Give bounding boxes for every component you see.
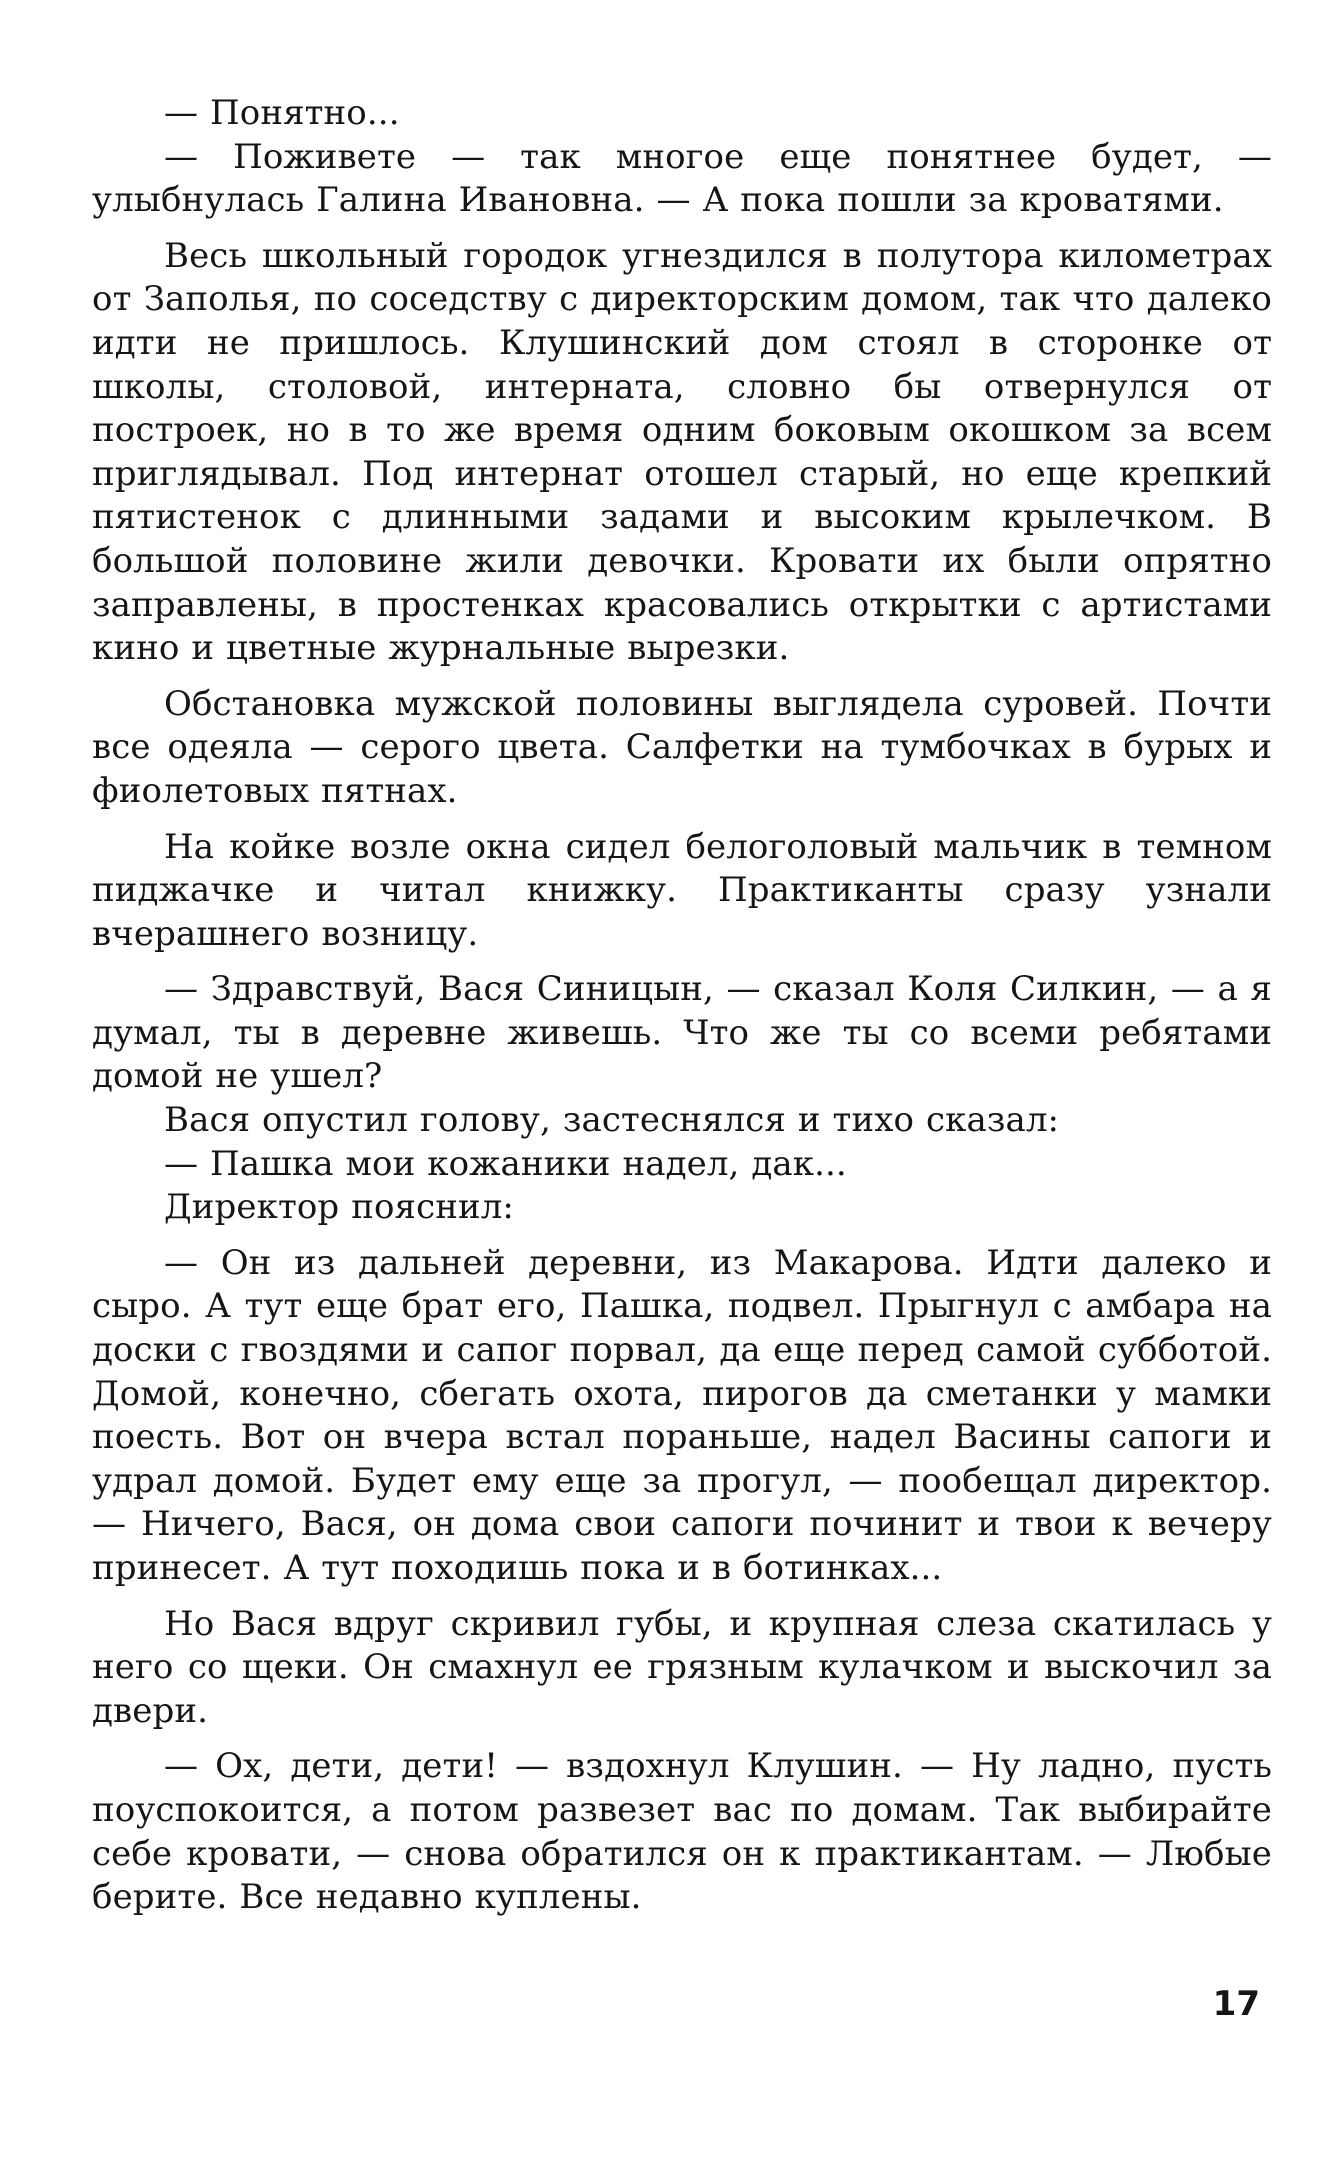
paragraph-9: Директор пояснил: bbox=[164, 1187, 514, 1228]
paragraph-8: — Пашка мои кожаники надел, дак... bbox=[164, 1143, 847, 1184]
paragraph-1: — Понятно... bbox=[164, 93, 400, 133]
paragraph-10: — Он из дальней деревни, из Макарова. Идти далеко и сыро. А тут еще брат его, Пашка, подвел. Прыгнул с амбара на доски с гвоздями и сапог порвал, да еще перед самой субботой. Домой, конечно, сбегать охота, пирогов да сметанки у мамки поесть. Вот он вчера встал пораньше, надел Васины сапоги и удрал домой. Будет ему еще за прогул, — пообещал директор. — Ничего, Вася, он дома свои сапоги починит и твои к вечеру принесет. А тут походишь пока и в ботинках... bbox=[92, 1242, 1272, 1588]
paragraph-6: — Здравствуй, Вася Синицын, — сказал Коля Силкин, — а я думал, ты в деревне живешь. Что же ты со всеми ребятами домой не ушел? bbox=[92, 969, 1272, 1097]
book-page bbox=[92, 92, 1272, 2042]
page-number: 17 bbox=[1212, 1984, 1260, 2024]
paragraph-4: Обстановка мужской половины выглядела суровей. Почти все одеяла — серого цвета. Салфетки на тумбочках в бурых и фиолетовых пятнах. bbox=[92, 683, 1272, 811]
paragraph-11: Но Вася вдруг скривил губы, и крупная слеза скатилась у него со щеки. Он смахнул ее грязным кулачком и выскочил за двери. bbox=[92, 1603, 1272, 1731]
paragraph-3: Весь школьный городок угнездился в полутора километрах от Заполья, по соседству с директорским домом, так что далеко идти не пришлось. Клушинский дом стоял в сторонке от школы, столовой, интерната, словно бы отвернулся от построек, но в то же время одним боковым окошком за всем приглядывал. Под интернат отошел старый, но еще крепкий пятистенок с длинными задами и высоким крылечком. В большой половине жили девочки. Кровати их были опрятно заправлены, в простенках красовались открытки с артистами кино и цветные журнальные вырезки. bbox=[92, 235, 1272, 669]
paragraph-5: На койке возле окна сидел белоголовый мальчик в темном пиджачке и читал книжку. Практиканты сразу узнали вчерашнего возницу. bbox=[92, 826, 1272, 954]
paragraph-7: Вася опустил голову, застеснялся и тихо сказал: bbox=[164, 1100, 1060, 1141]
body-text bbox=[92, 92, 1272, 1920]
paragraph-2: — Поживете — так многое еще понятнее будет, — улыбнулась Галина Ивановна. — А пока пошли за кроватями. bbox=[92, 136, 1272, 221]
paragraph-12: — Ох, дети, дети! — вздохнул Клушин. — Ну ладно, пусть поуспокоится, а потом развезет вас по домам. Так выбирайте себе кровати, — снова обратился он к практикантам. — Любые берите. Все недавно куплены. bbox=[92, 1746, 1272, 1918]
